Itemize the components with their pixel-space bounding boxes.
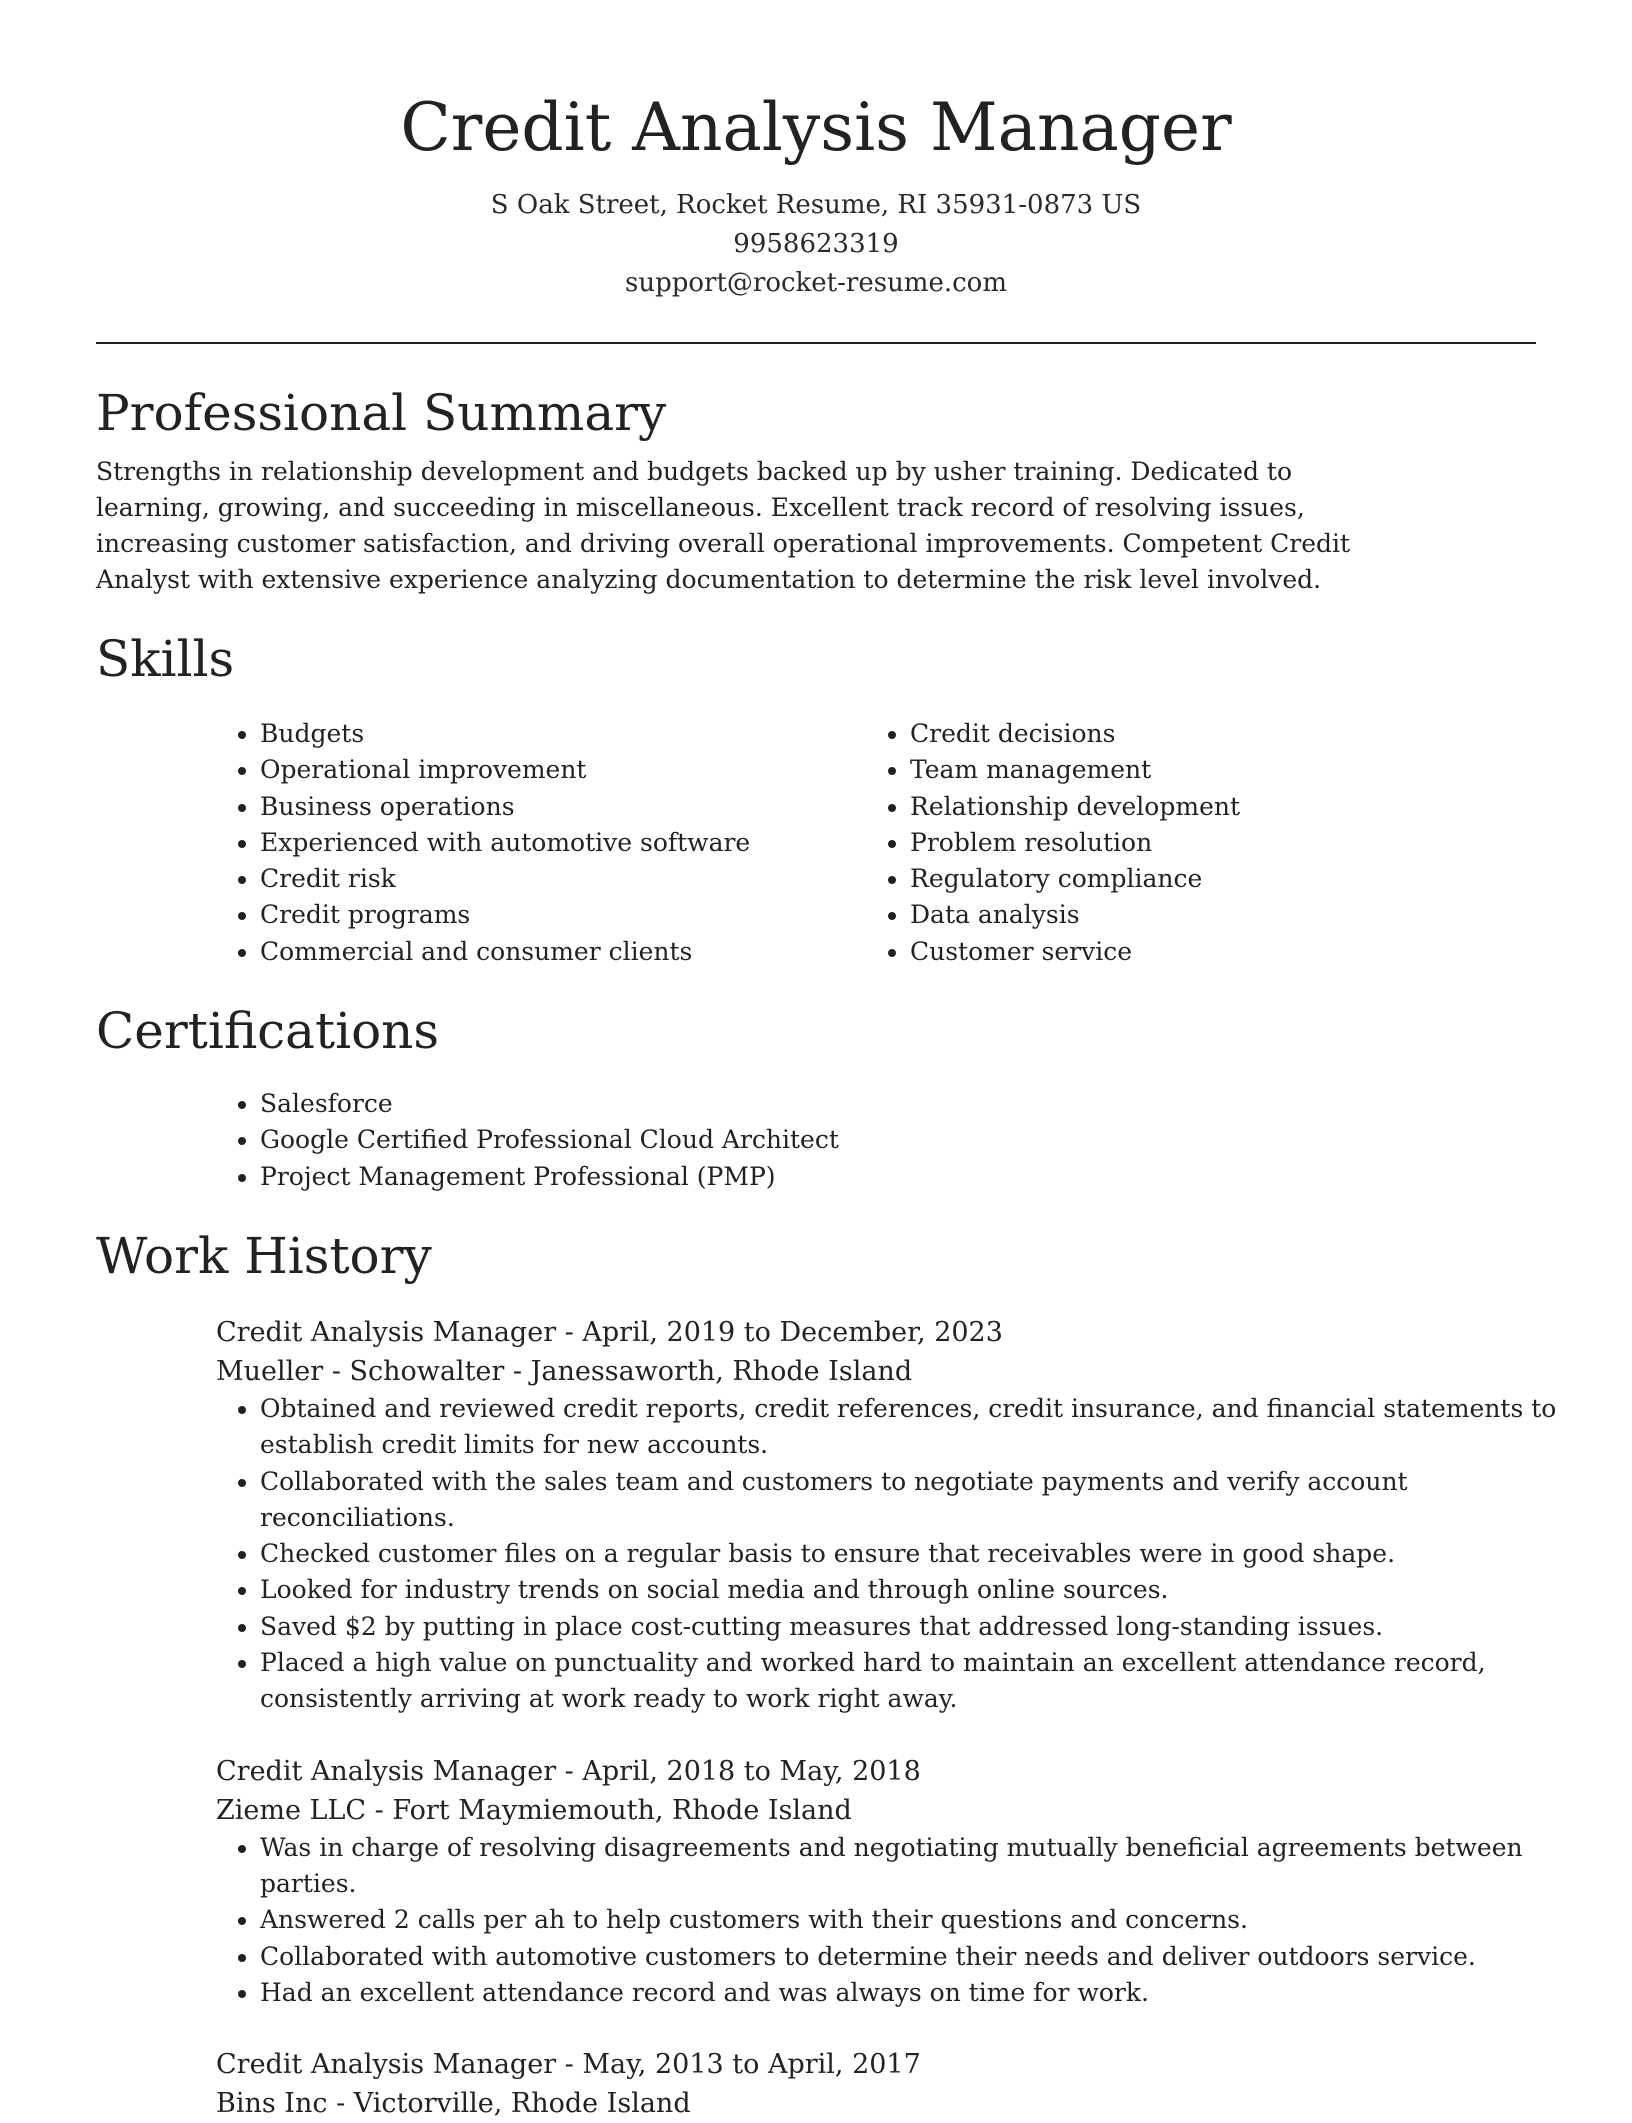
summary-text: Strengths in relationship development and budgets backed up by usher training. Dedicated to learning, growing, and succeeding in miscellaneous. Excellent track record of resolving issues, increasing customer satisfaction, and driving overall operational improvements. Competent Credit Analyst with extensive experience analyzing documentation to determine the risk level involved. (96, 457, 1351, 594)
certification-item: • Salesforce (260, 1086, 1536, 1122)
job-entry (216, 2045, 1536, 2123)
skills-section (96, 624, 1536, 970)
work-history-section (96, 1221, 1557, 2123)
skill-item: • Budgets (260, 716, 866, 752)
job-company-location: Zieme LLC - Fort Maymiemouth, Rhode Island (216, 1794, 852, 1826)
skills-heading: Skills (96, 630, 235, 688)
summary-section (96, 378, 1536, 598)
job-company-location: Bins Inc - Victorville, Rhode Island (216, 2088, 691, 2120)
job-list (216, 1313, 1557, 2123)
certifications-wrap (216, 1086, 1536, 1195)
job-entry (216, 1752, 1536, 2011)
skill-item: • Team management (910, 752, 1516, 788)
skill-item: • Credit programs (260, 897, 866, 933)
job-title-dates: Credit Analysis Manager - April, 2019 to December, 2023 (216, 1316, 1003, 1348)
job-bullet: • Answered 2 calls per ah to help customers with their questions and concerns. (260, 1902, 1590, 1938)
job-title-dates: Credit Analysis Manager - May, 2013 to April, 2017 (216, 2049, 921, 2081)
resume-content (96, 378, 1557, 2123)
job-bullet: • Was in charge of resolving disagreements and negotiating mutually beneficial agreements between parties. (260, 1830, 1590, 1903)
job-bullet: • Placed a high value on punctuality and worked hard to maintain an excellent attendance record, consistently arriving at work ready to work right away. (260, 1645, 1590, 1718)
header-divider (96, 342, 1536, 344)
job-title-dates: Credit Analysis Manager - April, 2018 to May, 2018 (216, 1755, 921, 1787)
skill-item: • Commercial and consumer clients (260, 934, 866, 970)
skill-item: • Credit decisions (910, 716, 1516, 752)
skill-item: • Data analysis (910, 897, 1516, 933)
contact-email: support@rocket-resume.com (624, 268, 1007, 298)
certification-item: • Project Management Professional (PMP) (260, 1159, 1536, 1195)
job-bullet: • Obtained and reviewed credit reports, credit references, credit insurance, and financial statements to establish credit limits for new accounts. (260, 1391, 1590, 1464)
skill-item: • Experienced with automotive software (260, 825, 866, 861)
job-bullet: • Looked for industry trends on social media and through online sources. (260, 1572, 1590, 1608)
resume-header (0, 0, 1632, 303)
skills-left-column (216, 716, 866, 970)
skills-right-list (866, 716, 1516, 970)
skill-item: • Operational improvement (260, 752, 866, 788)
job-bullet: • Collaborated with automotive customers to determine their needs and deliver outdoors service. (260, 1939, 1590, 1975)
job-bullet-list (216, 1391, 1590, 1718)
job-bullet: • Collaborated with the sales team and customers to negotiate payments and verify account reconciliations. (260, 1464, 1590, 1537)
skill-item: • Relationship development (910, 789, 1516, 825)
summary-heading: Professional Summary (96, 384, 667, 442)
certifications-heading: Certifications (96, 1002, 440, 1061)
job-bullet: • Had an excellent attendance record and was always on time for work. (260, 1975, 1590, 2011)
skills-columns (216, 716, 1536, 970)
contact-phone: 9958623319 (733, 229, 899, 259)
skill-item: • Credit risk (260, 861, 866, 897)
skills-right-column (866, 716, 1516, 970)
resume-name: Credit Analysis Manager (400, 89, 1232, 166)
certifications-section (96, 996, 1536, 1195)
job-entry (216, 1313, 1557, 1718)
certifications-list (216, 1086, 1536, 1195)
skills-left-list (216, 716, 866, 970)
job-bullet-list (216, 1830, 1590, 2011)
skill-item: • Problem resolution (910, 825, 1516, 861)
skill-item: • Customer service (910, 934, 1516, 970)
skill-item: • Business operations (260, 789, 866, 825)
job-company-location: Mueller - Schowalter - Janessaworth, Rhode Island (216, 1355, 913, 1387)
work-history-heading: Work History (96, 1226, 432, 1285)
contact-address: S Oak Street, Rocket Resume, RI 35931-0873 US (490, 190, 1142, 220)
certification-item: • Google Certified Professional Cloud Architect (260, 1122, 1536, 1158)
skill-item: • Regulatory compliance (910, 861, 1516, 897)
job-bullet: • Saved $2 by putting in place cost-cutting measures that addressed long-standing issues. (260, 1609, 1590, 1645)
job-bullet: • Checked customer files on a regular basis to ensure that receivables were in good shape. (260, 1536, 1590, 1572)
